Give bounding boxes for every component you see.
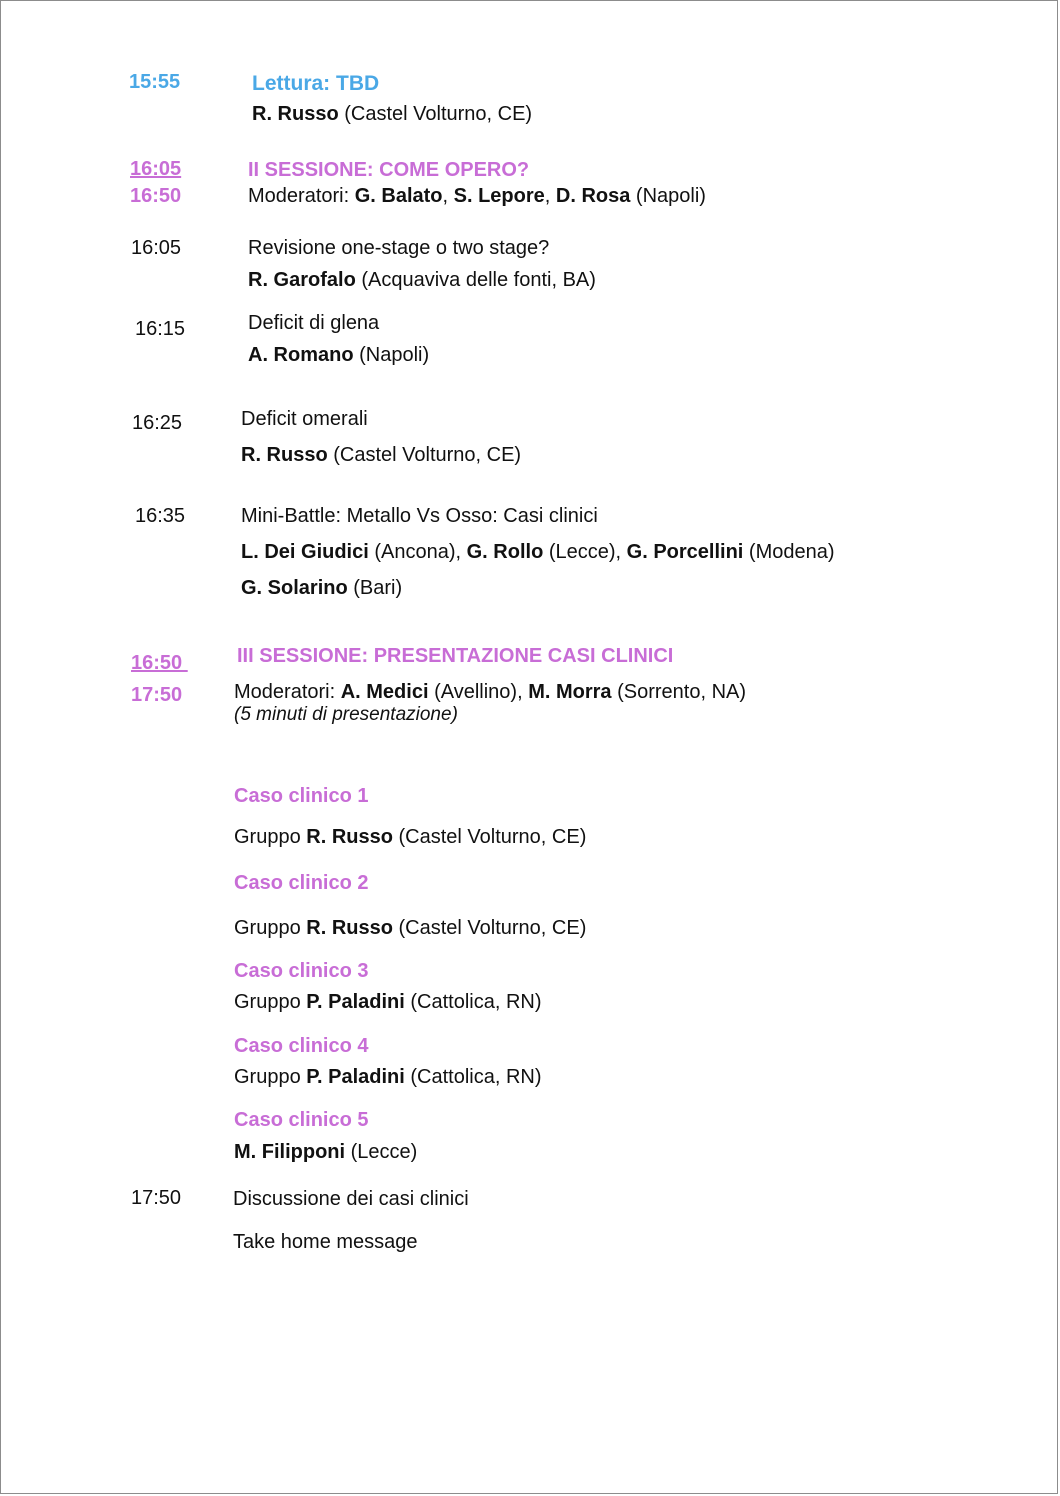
group-prefix: Gruppo <box>234 991 307 1013</box>
session3-time-start: 16:50 <box>131 652 188 674</box>
case4-title: Caso clinico 4 <box>234 1035 369 1057</box>
talk4-title: Mini-Battle: Metallo Vs Osso: Casi clinici <box>241 505 598 527</box>
separator: , <box>544 185 556 207</box>
moderator-name: G. Balato <box>354 185 443 207</box>
speaker-place: (Lecce), <box>543 541 627 563</box>
group-name: R. Russo <box>306 826 393 848</box>
case5-title: Caso clinico 5 <box>234 1109 369 1131</box>
talk2-speaker <box>248 345 429 365</box>
moderator-name: A. Medici <box>340 681 429 703</box>
case1-title: Caso clinico 1 <box>234 785 369 807</box>
speaker-name: G. Porcellini <box>626 541 744 563</box>
talk1-time: 16:05 <box>131 237 182 259</box>
moderator-place: (Avellino), <box>428 681 529 703</box>
talk3-title: Deficit omerali <box>241 408 368 430</box>
case5-group <box>234 1142 417 1162</box>
session3-time-end: 17:50 <box>131 684 183 706</box>
group-place: (Cattolica, RN) <box>404 1066 542 1088</box>
case2-group <box>234 918 586 938</box>
speaker-name: R. Russo <box>252 103 339 125</box>
speaker-place: (Bari) <box>347 577 403 599</box>
group-prefix: Gruppo <box>234 1066 307 1088</box>
moderator-place: (Sorrento, NA) <box>611 681 747 703</box>
group-prefix: Gruppo <box>234 826 307 848</box>
talk1-speaker <box>248 270 596 290</box>
session3-moderators <box>234 682 746 702</box>
group-place: (Castel Volturno, CE) <box>392 917 587 939</box>
case2-title: Caso clinico 2 <box>234 872 369 894</box>
moderator-name: M. Morra <box>528 681 612 703</box>
talk4-speakers-line1 <box>241 542 835 562</box>
group-place: (Cattolica, RN) <box>404 991 542 1013</box>
group-name: P. Paladini <box>306 1066 405 1088</box>
closing-take-home: Take home message <box>233 1231 418 1253</box>
talk2-title: Deficit di glena <box>248 312 380 334</box>
closing-time: 17:50 <box>131 1187 182 1209</box>
case1-group <box>234 827 586 847</box>
talk4-time: 16:35 <box>135 505 186 527</box>
moderator-name: S. Lepore <box>453 185 545 207</box>
speaker-place: (Modena) <box>743 541 835 563</box>
speaker-place: (Castel Volturno, CE) <box>338 103 533 125</box>
lettura-speaker <box>252 104 532 124</box>
group-prefix: Gruppo <box>234 917 307 939</box>
group-name: R. Russo <box>306 917 393 939</box>
lettura-title: Lettura: TBD <box>252 72 380 95</box>
talk4-speakers-line2 <box>241 578 402 598</box>
speaker-name: R. Garofalo <box>248 269 356 291</box>
speaker-place: (Ancona), <box>368 541 467 563</box>
moderator-place: (Napoli) <box>630 185 706 207</box>
talk1-title: Revisione one-stage o two stage? <box>248 237 550 259</box>
case3-title: Caso clinico 3 <box>234 960 369 982</box>
talk3-speaker <box>241 445 521 465</box>
speaker-name: G. Solarino <box>241 577 348 599</box>
group-name: M. Filipponi <box>234 1141 346 1163</box>
speaker-name: R. Russo <box>241 444 328 466</box>
session2-title: II SESSIONE: COME OPERO? <box>248 159 530 181</box>
session2-time-start: 16:05 <box>130 158 182 180</box>
case3-group <box>234 992 542 1012</box>
moderator-name: D. Rosa <box>555 185 631 207</box>
speaker-name: L. Dei Giudici <box>241 541 369 563</box>
group-place: (Castel Volturno, CE) <box>392 826 587 848</box>
closing-discussion: Discussione dei casi clinici <box>233 1188 469 1210</box>
lettura-time: 15:55 <box>129 71 181 93</box>
speaker-place: (Napoli) <box>353 344 430 366</box>
talk2-time: 16:15 <box>135 318 186 340</box>
case4-group <box>234 1067 542 1087</box>
moderators-label: Moderatori: <box>248 185 355 207</box>
session3-title: III SESSIONE: PRESENTAZIONE CASI CLINICI <box>237 645 674 667</box>
session3-note: (5 minuti di presentazione) <box>234 704 458 725</box>
speaker-name: G. Rollo <box>466 541 544 563</box>
speaker-name: A. Romano <box>248 344 354 366</box>
session2-moderators <box>248 186 706 206</box>
session2-time-end: 16:50 <box>130 185 182 207</box>
separator: , <box>442 185 454 207</box>
talk3-time: 16:25 <box>132 412 183 434</box>
speaker-place: (Castel Volturno, CE) <box>327 444 522 466</box>
group-place: (Lecce) <box>345 1141 418 1163</box>
moderators-label: Moderatori: <box>234 681 341 703</box>
group-name: P. Paladini <box>306 991 405 1013</box>
speaker-place: (Acquaviva delle fonti, BA) <box>355 269 596 291</box>
